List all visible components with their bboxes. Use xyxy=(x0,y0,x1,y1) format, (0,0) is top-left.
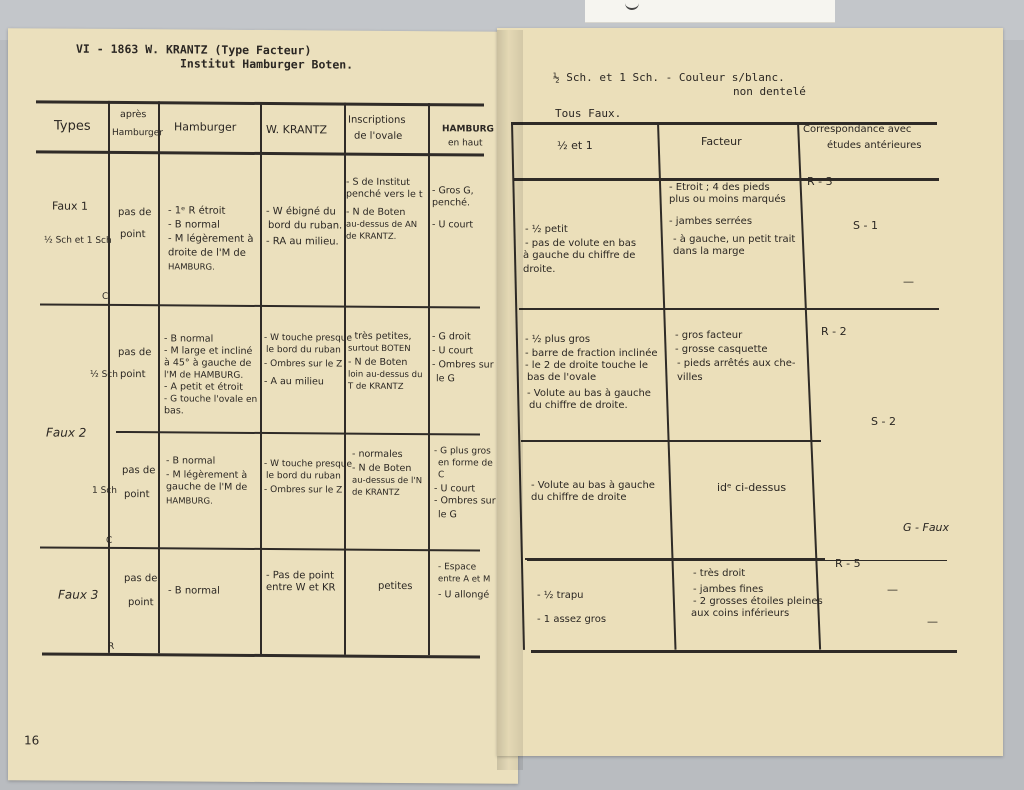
cell-text: idᵉ ci-dessus xyxy=(717,481,787,494)
cell-text: - W touche presque xyxy=(264,459,353,470)
cell-text: - A au milieu xyxy=(264,376,324,388)
left-header-title: VI - 1863 W. KRANTZ (Type Facteur) xyxy=(76,41,312,58)
cell-text: - S de Institut xyxy=(346,176,410,189)
row-rule xyxy=(527,560,947,561)
col-rule xyxy=(158,101,160,653)
col-header-inscriptions-2: de l'ovale xyxy=(354,130,403,142)
cell-text: de KRANTZ xyxy=(352,487,400,498)
cell-text: - 1ᵉ R étroit xyxy=(168,205,226,217)
subtype-label: ½ Sch et 1 Sch xyxy=(44,235,112,246)
type-label: Faux 3 xyxy=(58,587,99,602)
cell-text: du chiffre de droite xyxy=(531,492,627,503)
cell-text: du chiffre de droite. xyxy=(529,400,628,411)
cell-text: - jambes serrées xyxy=(669,216,753,227)
cell-text: - RA au milieu. xyxy=(266,236,339,248)
cell-text: - à gauche, un petit trait xyxy=(673,234,796,245)
right-subheader: Tous Faux. xyxy=(555,107,622,120)
apres-text: pas de xyxy=(124,573,158,585)
page-number: 16 xyxy=(24,733,40,748)
corner-letter: C xyxy=(106,535,113,546)
cell-text: le bord du ruban xyxy=(266,345,341,356)
cell-text: - pas de volute en bas xyxy=(525,238,637,249)
cell-text: droite de l'M de xyxy=(168,247,246,259)
cell-text: HAMBURG. xyxy=(166,496,213,507)
apres-text: pas de xyxy=(118,346,152,359)
cell-text: penché. xyxy=(432,197,471,209)
cell-text: - B normal xyxy=(164,333,214,345)
reference-code: R - 2 xyxy=(821,325,847,338)
cell-text: - N de Boten xyxy=(346,206,406,218)
cell-text: - N de Boten xyxy=(348,356,408,369)
cell-text: le G xyxy=(438,509,457,521)
apres-text: point xyxy=(120,369,146,381)
apres-text: point xyxy=(128,597,154,609)
cell-text: - jambes fines xyxy=(693,584,764,595)
table-bottom-rule xyxy=(531,650,957,653)
cell-text: entre A et M xyxy=(438,574,491,585)
cell-text: - Volute au bas à gauche xyxy=(531,480,655,491)
subtype-label: ½ Sch xyxy=(90,369,118,380)
cell-text: surtout BOTEN xyxy=(348,343,411,355)
paper-tag xyxy=(585,0,835,23)
col-rule xyxy=(797,122,821,650)
cell-text: - grosse casquette xyxy=(675,344,768,355)
cell-text: - Ombres sur xyxy=(432,359,494,371)
cell-text: - W ébigné du xyxy=(266,206,336,218)
corner-letter: C xyxy=(102,291,109,302)
reference-code: R - 3 xyxy=(807,175,833,188)
book-spine xyxy=(497,30,523,770)
cell-text: - G plus gros xyxy=(434,446,491,457)
cell-text: - Ombres sur xyxy=(434,495,496,507)
cell-text: - le 2 de droite touche le xyxy=(525,360,648,371)
cell-text: - Etroit ; 4 des pieds xyxy=(669,182,770,193)
cell-text: T de KRANTZ xyxy=(348,381,404,392)
cell-text: - pieds arrêtés aux che- xyxy=(677,358,796,369)
cell-text: loin au-dessus du xyxy=(348,369,423,381)
cell-text: au-dessus de AN xyxy=(346,219,418,231)
cell-text: - Ombres sur le Z xyxy=(264,485,343,496)
cell-text: - ½ trapu xyxy=(537,590,584,601)
cell-text: bas. xyxy=(164,405,184,417)
cell-text: à gauche du chiffre de xyxy=(523,250,636,261)
col-header-hamburg-2: en haut xyxy=(448,138,483,149)
dash-mark: — xyxy=(903,275,914,288)
cell-text: - Espace xyxy=(438,562,477,573)
col-rule xyxy=(428,103,430,655)
right-header-line2: non dentelé xyxy=(733,85,806,98)
cell-text: aux coins inférieurs xyxy=(691,608,790,619)
etude-code: S - 1 xyxy=(853,219,878,232)
left-header-subtitle: Institut Hamburger Boten. xyxy=(180,56,354,72)
cell-text: le G xyxy=(436,373,455,385)
cell-text: plus ou moins marqués xyxy=(669,194,786,205)
cell-text: - gros facteur xyxy=(675,330,743,341)
col-header-inscriptions-1: Inscriptions xyxy=(348,114,406,126)
col-header-apres-1: après xyxy=(120,109,147,121)
col-header-apres-2: Hamburger xyxy=(112,127,163,139)
cell-text: au-dessus de l'N xyxy=(352,475,423,487)
cell-text: de KRANTZ. xyxy=(346,231,397,242)
cell-text: C xyxy=(438,470,445,481)
cell-text: - très droit xyxy=(693,568,746,579)
cell-text: - M légèrement à xyxy=(168,233,254,245)
cell-text: - B normal xyxy=(168,585,220,597)
col-header-correspondance: Correspondance avec xyxy=(803,124,912,135)
dash-mark: — xyxy=(927,615,938,628)
col-header-krantz: W. KRANTZ xyxy=(266,123,328,137)
cell-text: penché vers le t xyxy=(346,188,423,201)
cell-text: - G droit xyxy=(432,331,471,343)
apres-text: point xyxy=(120,229,146,241)
etude-code: G - Faux xyxy=(903,521,950,534)
cell-text: - M légèrement à xyxy=(166,469,248,481)
cell-text: en forme de xyxy=(438,458,493,469)
right-header-line1: ½ Sch. et 1 Sch. - Couleur s/blanc. xyxy=(553,71,785,84)
cell-text: - A petit et étroit xyxy=(164,381,243,393)
etude-code: S - 2 xyxy=(871,415,896,428)
col-header-facteur: Facteur xyxy=(701,135,742,148)
col-header-hamburg-1: HAMBURG xyxy=(442,124,494,135)
cell-text: - G touche l'ovale en xyxy=(164,394,258,405)
cell-text: - U allongé xyxy=(438,589,490,601)
cell-text: - ½ petit xyxy=(525,224,568,235)
apres-text: point xyxy=(124,489,150,501)
cell-text: gauche de l'M de xyxy=(166,481,248,493)
subtype-label: 1 Sch xyxy=(92,485,117,496)
row-rule xyxy=(116,431,480,435)
col-rule xyxy=(260,102,262,654)
apres-text: pas de xyxy=(122,465,156,477)
table-header-rule xyxy=(513,178,939,181)
col-header-etudes: études antérieures xyxy=(827,140,922,151)
cell-text: bas de l'ovale xyxy=(527,372,597,383)
cell-text: bord du ruban. xyxy=(268,220,343,232)
cell-text: - U court xyxy=(432,345,474,357)
type-label: Faux 1 xyxy=(52,199,89,213)
cell-text: - Volute au bas à gauche xyxy=(527,388,651,399)
left-page xyxy=(8,28,518,784)
cell-text: - 2 grosses étoiles pleines xyxy=(693,596,823,607)
cell-text: - M large et incliné xyxy=(164,345,253,357)
cell-text: - 1 assez gros xyxy=(537,614,607,625)
cell-text: - Gros G, xyxy=(432,185,474,197)
row-rule xyxy=(519,308,939,310)
cell-text: entre W et KR xyxy=(266,582,336,594)
cell-text: dans la marge xyxy=(673,246,745,257)
apres-text: pas de xyxy=(118,206,152,219)
cell-text: - Ombres sur le Z xyxy=(264,359,343,370)
cell-text: - N de Boten xyxy=(352,462,412,475)
cell-text: - B normal xyxy=(166,455,216,467)
cell-text: - Pas de point xyxy=(266,570,335,582)
cell-text: - W touche presque xyxy=(264,333,353,344)
cell-text: - U court xyxy=(434,483,476,495)
col-header-hamburger: Hamburger xyxy=(174,120,237,134)
col-header-types: Types xyxy=(54,118,91,134)
dash-mark: — xyxy=(887,583,898,596)
cell-text: villes xyxy=(677,372,703,383)
cell-text: l'M de HAMBURG. xyxy=(164,370,244,381)
right-page xyxy=(497,28,1003,756)
col-header-half-and-one: ½ et 1 xyxy=(557,139,593,152)
cell-text: - U court xyxy=(432,219,474,231)
cell-text: - très petites, xyxy=(348,330,412,343)
reference-code: R - 5 xyxy=(835,557,861,570)
cell-text: HAMBURG. xyxy=(168,262,215,273)
cell-text: - B normal xyxy=(168,219,220,231)
cell-text: petites xyxy=(378,580,413,593)
row-rule xyxy=(521,440,821,442)
cell-text: le bord du ruban xyxy=(266,471,341,482)
type-label: Faux 2 xyxy=(46,425,87,440)
corner-letter: R xyxy=(108,641,115,652)
cell-text: à 45° à gauche de xyxy=(164,357,252,369)
cell-text: - ½ plus gros xyxy=(525,334,591,345)
cell-text: - barre de fraction inclinée xyxy=(525,348,658,359)
cell-text: - normales xyxy=(352,448,403,460)
cell-text: droite. xyxy=(523,264,556,275)
